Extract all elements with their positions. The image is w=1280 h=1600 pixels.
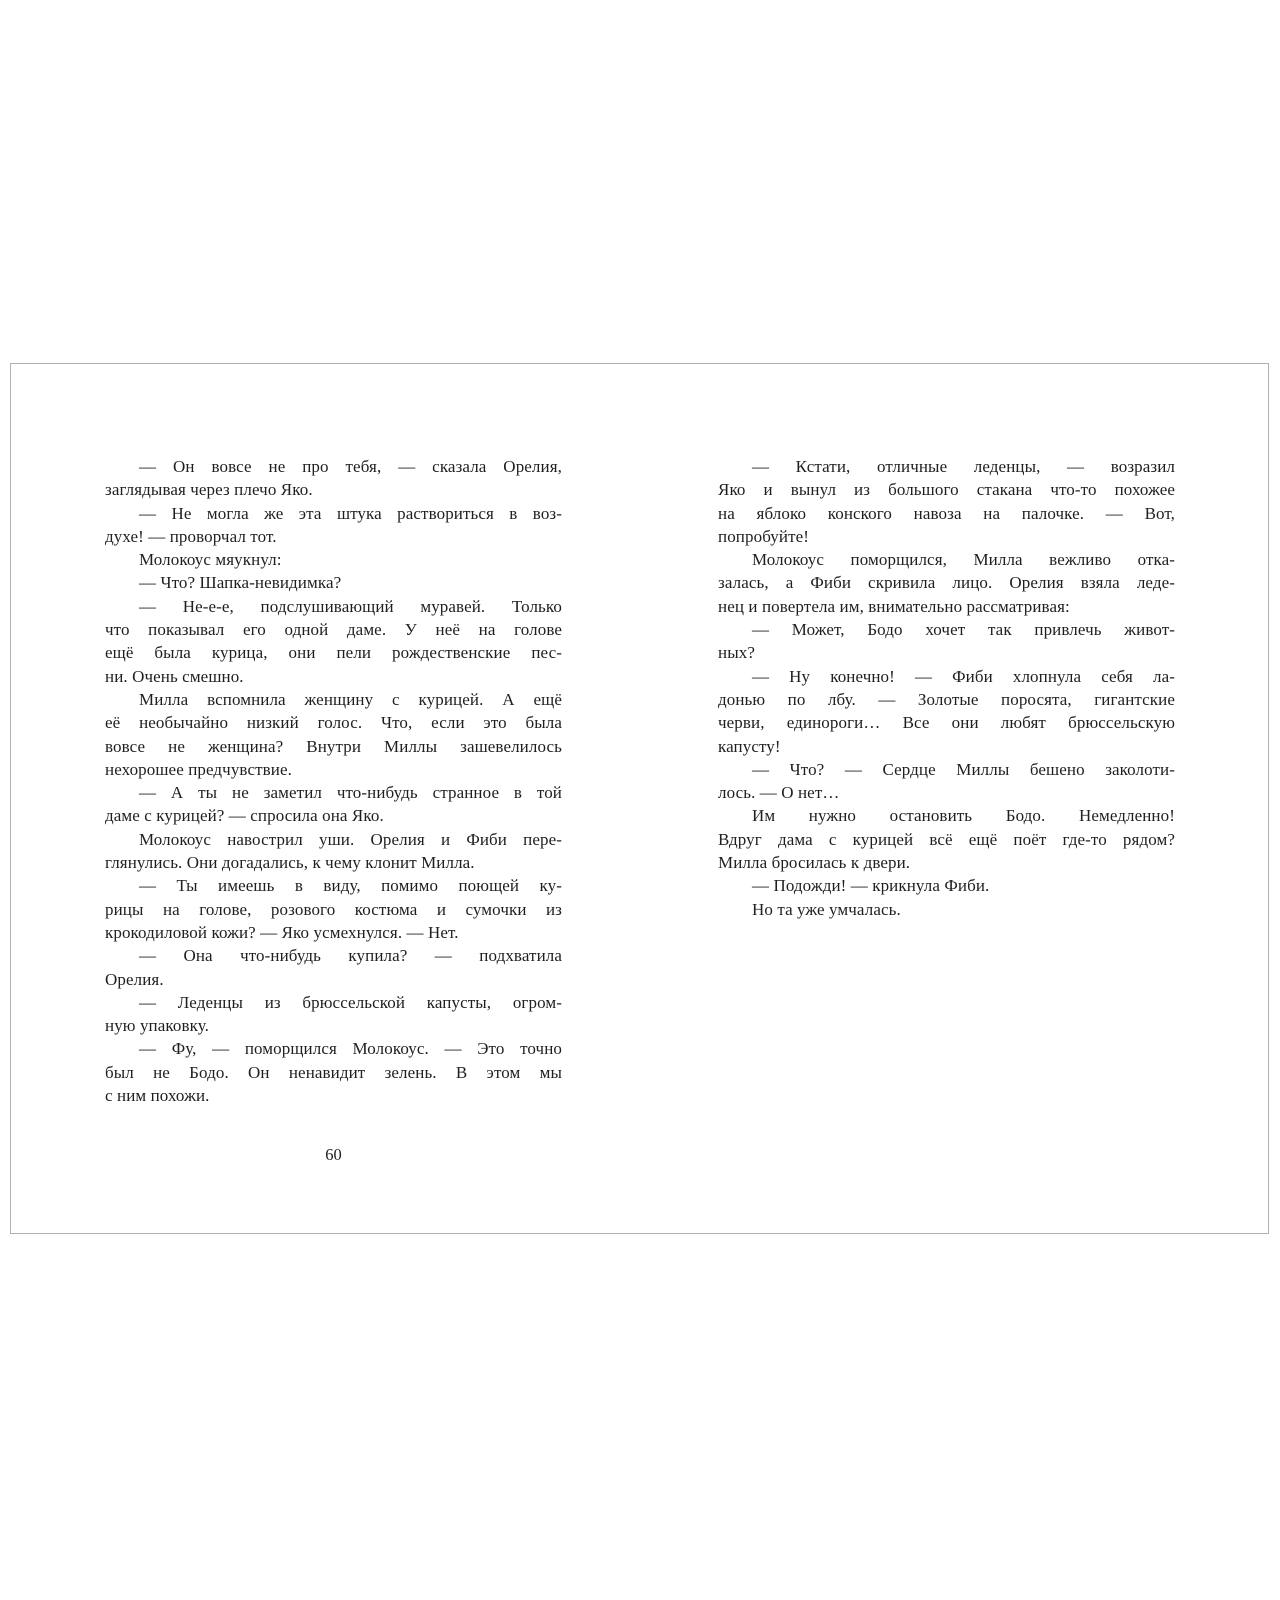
- text-line: с ним похожи.: [105, 1086, 210, 1106]
- text-line: на яблоко конского навоза на палочке. — Вот,: [718, 503, 1175, 523]
- text-line: донью по лбу. — Золотые поросята, гигантские: [718, 689, 1175, 709]
- text-line: вовсе не женщина? Внутри Миллы зашевелилось: [105, 736, 562, 756]
- text-line: её необычайно низкий голос. Что, если это была: [105, 713, 562, 733]
- text-line: Вдруг дама с курицей всё ещё поёт где-то рядом?: [718, 829, 1175, 849]
- text-line: попробуйте!: [718, 526, 810, 546]
- text-line: ную упаковку.: [105, 1016, 209, 1036]
- text-line: что показывал его одной даме. У неё на голове: [105, 620, 562, 640]
- text-line: глянулись. Они догадались, к чему клонит Милла.: [105, 853, 475, 873]
- text-line: — Ну конечно! — Фиби хлопнула себя ла-: [752, 666, 1175, 686]
- text-column-right: [718, 455, 1175, 921]
- text-line: — Она что-нибудь купила? — подхватила: [139, 946, 562, 966]
- text-line: нехорошее предчувствие.: [105, 759, 292, 779]
- text-line: Милла вспомнила женщину с курицей. А ещё: [139, 689, 562, 709]
- text-line: нец и повертела им, внимательно рассматривая:: [718, 596, 1070, 616]
- text-line: лось. — О нет…: [718, 783, 840, 803]
- text-line: Орелия.: [105, 969, 164, 989]
- text-line: даме с курицей? — спросила она Яко.: [105, 806, 384, 826]
- text-line: — Кстати, отличные леденцы, — возразил: [752, 457, 1175, 476]
- text-line: — Не могла же эта штука раствориться в воз-: [139, 503, 562, 523]
- text-column-left: [105, 455, 562, 1107]
- text-line: — Подожди! — крикнула Фиби.: [752, 876, 990, 896]
- text-line: черви, единороги… Все они любят брюссельскую: [718, 713, 1175, 733]
- text-line: Милла бросилась к двери.: [718, 853, 911, 873]
- text-line: ных?: [718, 643, 755, 663]
- text-line: — Может, Бодо хочет так привлечь живот-: [752, 620, 1175, 640]
- text-line: заглядывая через плечо Яко.: [105, 480, 313, 500]
- text-line: крокодиловой кожи? — Яко усмехнулся. — Нет.: [105, 922, 459, 942]
- text-line: Молокоус мяукнул:: [139, 550, 282, 570]
- text-line: рицы на голове, розового костюма и сумочки из: [105, 899, 562, 919]
- book-page: [10, 363, 1269, 1234]
- text-line: ещё была курица, они пели рождественские пес-: [105, 643, 562, 663]
- text-line: — Леденцы из брюссельской капусты, огром-: [139, 992, 562, 1012]
- text-line: залась, а Фиби скривила лицо. Орелия взяла леде-: [718, 573, 1175, 593]
- text-line: — А ты не заметил что-нибудь странное в той: [139, 783, 562, 803]
- text-line: Яко и вынул из большого стакана что-то похожее: [718, 480, 1175, 500]
- text-line: был не Бодо. Он ненавидит зелень. В этом мы: [105, 1062, 562, 1082]
- text-line: — Не-е-е, подслушивающий муравей. Только: [139, 596, 562, 616]
- text-line: — Фу, — поморщился Молокоус. — Это точно: [139, 1039, 562, 1059]
- text-line: капусту!: [718, 736, 781, 756]
- text-line: Им нужно остановить Бодо. Немедленно!: [752, 806, 1175, 826]
- text-line: духе! — проворчал тот.: [105, 526, 277, 546]
- text-line: Молокоус поморщился, Милла вежливо отка-: [752, 550, 1175, 570]
- page-number: 60: [325, 1145, 342, 1164]
- text-line: — Что? — Сердце Миллы бешено заколоти-: [752, 759, 1175, 779]
- text-line: Но та уже умчалась.: [752, 899, 901, 919]
- text-line: — Что? Шапка-невидимка?: [139, 573, 342, 593]
- text-line: Молокоус навострил уши. Орелия и Фиби пере-: [139, 829, 562, 849]
- text-line: — Ты имеешь в виду, помимо поющей ку-: [139, 876, 562, 896]
- text-line: ни. Очень смешно.: [105, 666, 244, 686]
- text-line: — Он вовсе не про тебя, — сказала Орелия,: [139, 457, 562, 476]
